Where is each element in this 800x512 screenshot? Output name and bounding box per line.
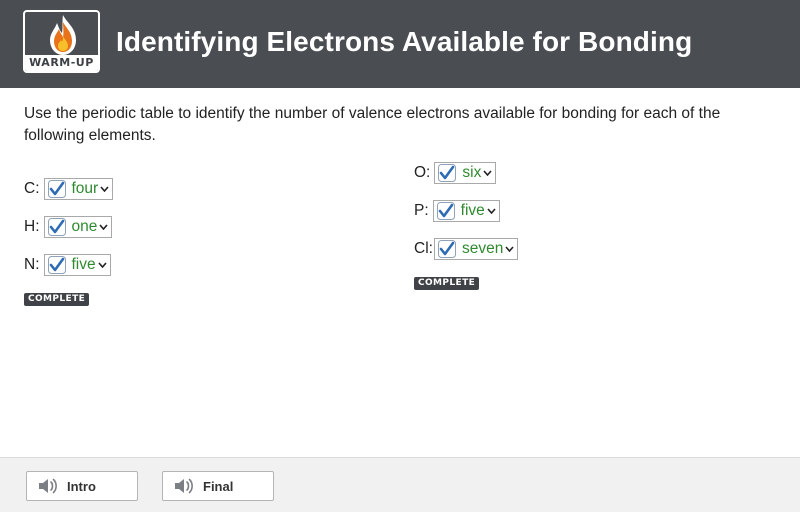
page-title: Identifying Electrons Available for Bonding [116,26,693,57]
dropdown-value: seven [461,240,504,257]
element-row-n [24,254,111,276]
dropdown-value: six [462,164,482,181]
status-badge: COMPLETE [24,293,89,306]
intro-label: Intro [67,478,96,494]
answer-dropdown[interactable] [433,200,500,222]
chevron-down-icon [99,224,108,230]
answer-dropdown[interactable] [434,238,518,260]
element-label: P: [414,202,429,219]
dropdown-value: five [460,202,485,219]
chevron-down-icon [100,186,109,192]
answer-dropdown[interactable] [44,254,111,276]
answer-dropdown[interactable] [434,162,496,184]
element-label: H: [24,218,40,235]
answer-dropdown[interactable] [44,216,113,238]
element-row-cl [414,238,518,260]
checkmark-icon [438,240,456,258]
element-label: O: [414,164,431,181]
chevron-down-icon [98,262,107,268]
element-label: N: [24,256,40,273]
element-label: C: [24,180,40,197]
footer-nav [0,457,800,512]
instructions-text: Use the periodic table to identify the number of valence electrons available for bonding for each of the following elements. [24,105,721,144]
checkmark-icon [437,202,455,220]
chevron-down-icon [487,208,496,214]
checkmark-icon [48,256,66,274]
chevron-down-icon [505,246,514,252]
warm-up-badge [23,10,100,73]
element-label: Cl: [414,240,433,257]
status-badge: COMPLETE [414,277,479,290]
final-button[interactable] [162,471,274,501]
speaker-icon [37,477,59,495]
dropdown-value: five [71,256,96,273]
checkmark-icon [48,180,66,198]
intro-button[interactable] [26,471,138,501]
answer-dropdown[interactable] [44,178,114,200]
element-row-h [24,216,112,238]
final-label: Final [203,478,234,494]
speaker-icon [173,477,195,495]
header-bar [0,0,800,88]
chevron-down-icon [483,170,492,176]
checkmark-icon [48,218,66,236]
element-row-p [414,200,500,222]
dropdown-value: four [71,180,99,197]
dropdown-value: one [71,218,98,235]
checkmark-icon [438,164,456,182]
flame-icon [45,14,81,56]
element-row-c [24,178,113,200]
element-row-o [414,162,496,184]
badge-label: WARM-UP [25,55,98,71]
